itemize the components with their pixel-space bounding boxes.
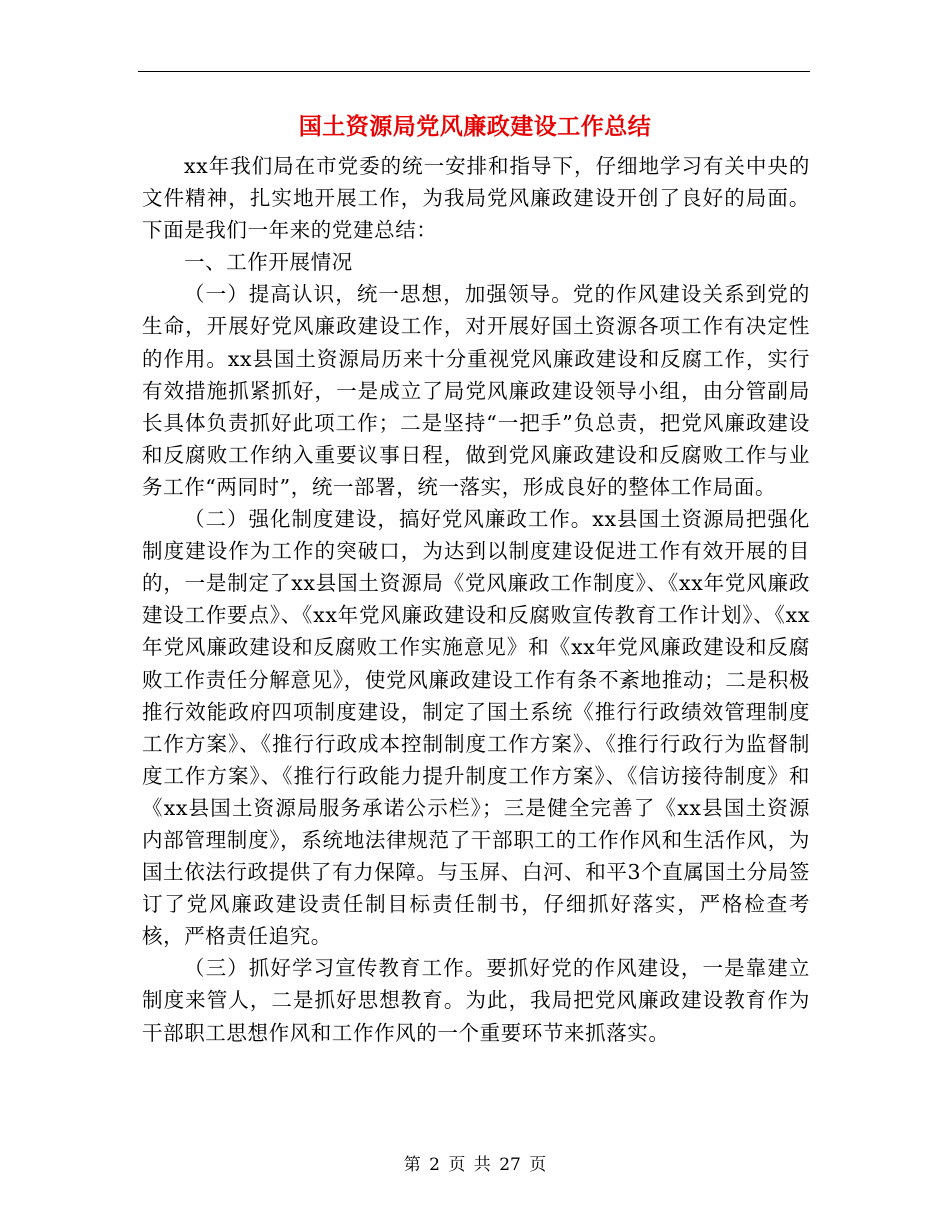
paragraph-section-1: （一）提高认识，统一思想，加强领导。党的作风建设关系到党的生命，开展好党风廉政建设工作，对开展好国土资源各项工作有决定性的作用。xx县国土资源局历来十分重视党风廉政建设和反腐工作，实行有效措施抓紧抓好，一是成立了局党风廉政建设领导小组，由分管副局长具体负责抓好此项工作；二是坚持“一把手”负总责，把党风廉政建设和反腐败工作纳入重要议事日程，做到党风廉政建设和反腐败工作与业务工作“两同时”，统一部署，统一落实，形成良好的整体工作局面。 <box>142 282 810 499</box>
paragraph-section-3: （三）抓好学习宣传教育工作。要抓好党的作风建设，一是靠建立制度来管人，二是抓好思想教育。为此，我局把党风廉政建设教育作为干部职工思想作风和工作作风的一个重要环节来抓落实。 <box>142 956 810 1045</box>
page-footer: 第 2 页 共 27 页 <box>403 1155 547 1175</box>
header-rule <box>138 71 810 72</box>
document-title: 国土资源局党风廉政建设工作总结 <box>298 114 652 140</box>
document-body <box>142 150 810 1049</box>
section-heading-work-status: 一、工作开展情况 <box>184 250 353 275</box>
paragraph-intro: xx年我们局在市党委的统一安排和指导下，仔细地学习有关中央的文件精神，扎实地开展工作，为我局党风廉政建设开创了良好的局面。下面是我们一年来的党建总结： <box>142 154 810 243</box>
paragraph-section-2: （二）强化制度建设，搞好党风廉政工作。xx县国土资源局把强化制度建设作为工作的突破口，为达到以制度建设促进工作有效开展的目的，一是制定了xx县国土资源局《党风廉政工作制度》、《xx年党风廉政建设工作要点》、《xx年党风廉政建设和反腐败宣传教育工作计划》、《xx年党风廉政建设和反腐败工作实施意见》和《xx年党风廉政建设和反腐败工作责任分解意见》，使党风廉政建设工作有条不紊地推动；二是积极推行效能政府四项制度建设，制定了国土系统《推行行政绩效管理制度工作方案》、《推行行政成本控制制度工作方案》、《推行行政行为监督制度工作方案》、《推行行政能力提升制度工作方案》、《信访接待制度》和《xx县国土资源局服务承诺公示栏》；三是健全完善了《xx县国土资源内部管理制度》，系统地法律规范了干部职工的工作作风和生活作风，为国土依法行政提供了有力保障。与玉屏、白河、和平3个直属国土分局签订了党风廉政建设责任制目标责任制书，仔细抓好落实，严格检查考核，严格责任追究。 <box>142 507 810 949</box>
